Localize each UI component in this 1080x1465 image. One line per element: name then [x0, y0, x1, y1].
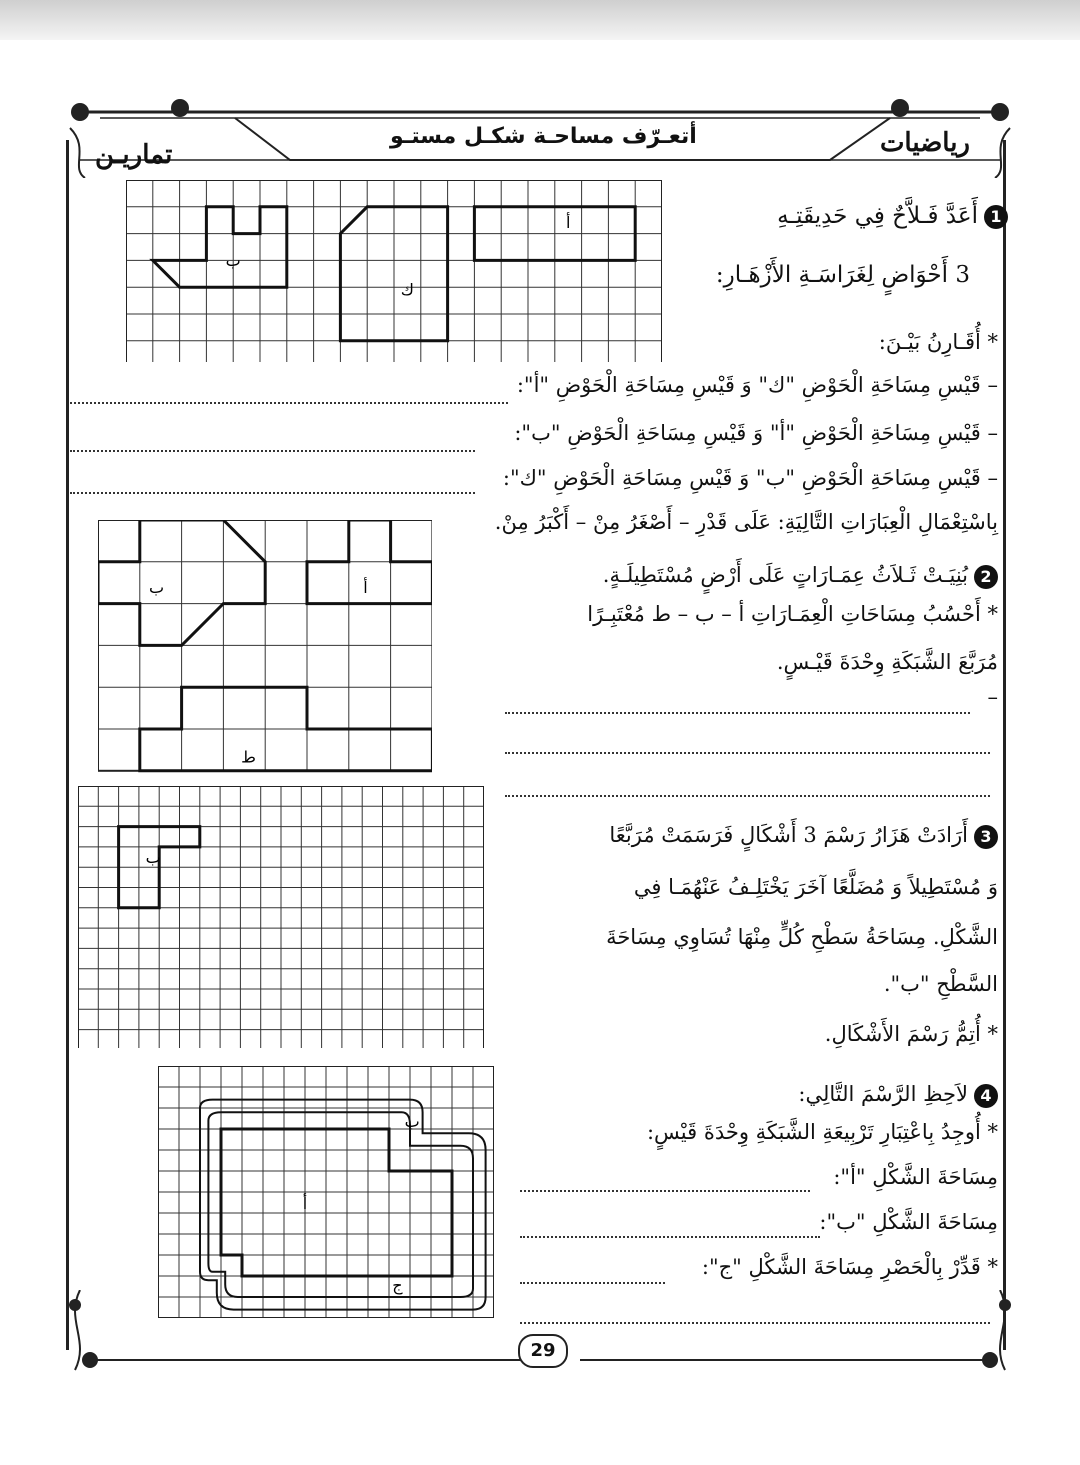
shape-b-outline	[208, 1112, 473, 1297]
ex1-number-badge: 1	[984, 205, 1008, 229]
shape-b	[153, 207, 287, 287]
ex2-dash: –	[987, 685, 998, 709]
ex3-line2: وَ مُسْتَطِيلاً وَ مُضَلَّعًا آخَرَ يَخْتَلِـفُ عَنْهُمَـا فِي	[633, 875, 998, 899]
page-edge-shadow	[0, 0, 1080, 40]
ex4-line1: 4لاَحِظِ الرَّسْمَ التَّالِي:	[798, 1082, 998, 1108]
lesson-title: أتعـرّف مساحـة شكـل مستـو	[390, 124, 697, 149]
ex1-item-2: – قَيْسِ مِسَاحَةِ الْحَوْضِ "أ" وَ قَيْسِ مِسَاحَةِ الْحَوْضِ "ب":	[514, 421, 998, 445]
ex2-answer-line-2[interactable]	[505, 752, 990, 754]
ex3-number-badge: 3	[974, 825, 998, 849]
ex4-line2: * أُوجِدُ بِاعْتِبَارِ تَرْبِيعَةِ الشَّبَكَةِ وِحْدَةَ قَيْسٍ:	[646, 1120, 998, 1144]
ex1-compare-label: * أُقَـارِنُ بَيْـنَ:	[878, 330, 998, 354]
label-b: ب	[404, 1111, 420, 1131]
ex3-line1: 3أَرَادَتْ هَزَارُ رَسْمَ 3 أَشْكَالٍ فَرَسَمَتْ مُرَبَّعًا	[609, 823, 998, 849]
label-b: ب	[225, 250, 241, 270]
ex2-line3: مُرَبَّعَ الشَّبَكَةِ وِحْدَةَ قَيْـسٍ.	[776, 650, 998, 674]
ex1-answer-line-3[interactable]	[70, 492, 475, 494]
ex4-line3: مِسَاحَةَ الشَّكْلِ "أ":	[833, 1165, 998, 1189]
ex1-hint: بِاسْتِعْمَالِ الْعِبَارَاتِ التَّالِيَةِ: عَلَى قَدْرِ – أَصْغَرُ مِنْ – أَكْبَرُ مِنْ.	[494, 510, 998, 534]
ex3-line4: السَّطْحِ "ب".	[883, 972, 998, 996]
exercise-4-grid	[158, 1066, 494, 1318]
label-k: ك	[400, 280, 414, 300]
ex4-answer-line-b[interactable]	[520, 1236, 820, 1238]
ex4-answer-line-c[interactable]	[520, 1282, 665, 1284]
header-banner	[60, 98, 1020, 178]
label-a: أ	[302, 1193, 308, 1213]
exercise-1-grid	[126, 180, 662, 362]
ex1-item-3: – قَيْسِ مِسَاحَةِ الْحَوْضِ "ب" وَ قَيْسِ مِسَاحَةِ الْحَوْضِ "ك":	[502, 466, 998, 490]
ex3-line3: الشَّكْلِ. مِسَاحَةُ سَطْحِ كُلٍّ مِنْهَا تُسَاوِي مِسَاحَةَ	[606, 925, 998, 949]
section-title: تماريـن	[95, 140, 173, 170]
label-j: ج	[392, 1275, 403, 1295]
ex2-answer-line-3[interactable]	[505, 795, 990, 797]
page-number: 29	[518, 1334, 568, 1368]
label-b: ب	[148, 578, 165, 598]
ex4-line4: مِسَاحَةَ الشَّكْلِ "ب":	[819, 1210, 998, 1234]
ex1-item-1: – قَيْسِ مِسَاحَةِ الْحَوْضِ "ك" وَ قَيْسِ مِسَاحَةِ الْحَوْضِ "أ":	[516, 373, 998, 397]
ex2-line2: * أَحْسُبُ مِسَاحَاتِ الْعِمَـارَاتِ أ – ب – ط مُعْتَبِـرًا	[587, 602, 998, 626]
ex1-answer-line-2[interactable]	[70, 450, 475, 452]
label-a: أ	[363, 578, 368, 598]
shape-a	[221, 1129, 452, 1276]
shape-j-outline	[200, 1100, 486, 1310]
ex1-line2: 3 أَحْوَاضٍ لِغَرَاسَـةِ الأَزْهَـارِ:	[715, 262, 970, 288]
ex4-number-badge: 4	[974, 1084, 998, 1108]
ex2-line1: 2بُنِيَـتْ ثَـلاَثُ عِمَـارَاتٍ عَلَى أَرْضٍ مُسْتَطِيلَـةٍ.	[603, 563, 998, 589]
label-t: ط	[241, 747, 256, 767]
exercise-2-grid	[98, 520, 432, 775]
ex1-answer-line-1[interactable]	[70, 402, 508, 404]
ex4-line5: * قَدِّرْ بِالْحَصْرِ مِسَاحَةَ الشَّكْلِ "ج":	[701, 1255, 998, 1279]
ex2-answer-line-1[interactable]	[505, 712, 970, 714]
label-b: ب	[145, 848, 161, 868]
ex1-line1: 1أَعَدَّ فَـلاَّحٌ فِي حَدِيقَتِـهِ	[777, 203, 1008, 229]
exercise-3-grid	[78, 786, 484, 1048]
ex3-line5: * أُتِمُّ رَسْمَ الأَشْكَالِ.	[824, 1022, 998, 1046]
ex2-number-badge: 2	[974, 565, 998, 589]
subject-title: رياضيات	[879, 128, 970, 158]
ex4-answer-line-a[interactable]	[520, 1190, 810, 1192]
label-a: أ	[565, 213, 571, 233]
